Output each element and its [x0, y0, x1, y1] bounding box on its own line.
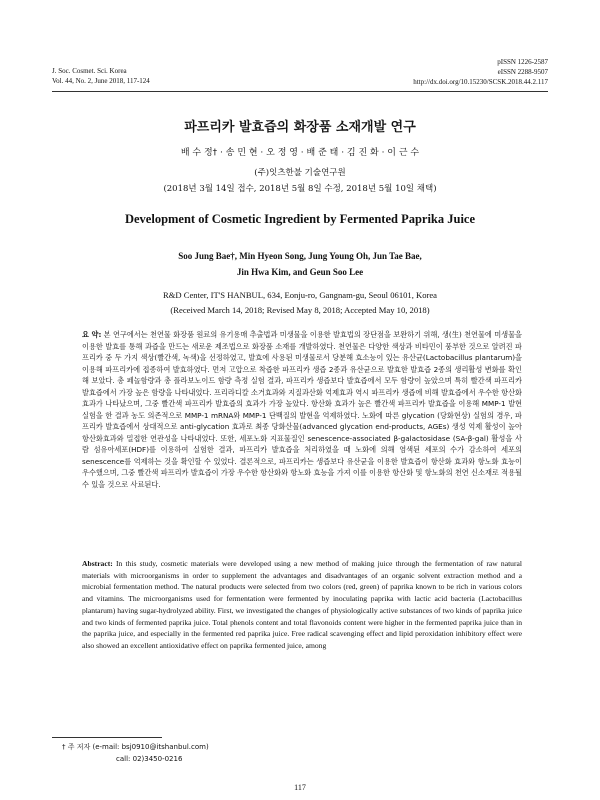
page-number: 117: [294, 783, 306, 792]
journal-info: [52, 66, 150, 86]
english-dates: (Received March 14, 2018; Revised May 8, 2018; Accepted May 10, 2018): [170, 305, 430, 315]
english-abstract-label: Abstract:: [82, 559, 113, 568]
issn-info: [413, 57, 548, 87]
korean-affiliation: (주)잇츠한불 기술연구원: [254, 168, 346, 178]
korean-abstract-label: 요 약:: [82, 330, 102, 339]
english-authors: [0, 248, 600, 280]
english-affiliation: R&D Center, IT'S HANBUL, 634, Eonju-ro, Gangnam-gu, Seoul 06101, Korea: [162, 290, 437, 300]
footnote: [62, 741, 209, 765]
header-rule: [52, 91, 548, 92]
journal-name: J. Soc. Cosmet. Sci. Korea: [52, 67, 127, 75]
english-abstract-text: In this study, cosmetic materials were developed using a new method of making juice through the fermentation of raw natural materials with microorganisms in order to supplement the advantages and disadvantages of an organic solvent extraction method and a microbial fermentation method. The natural products were selected from two colors (red, green) of paprika known to be rich in various colors and vitamins. The microorganisms used for fermentation were fermented by inoculating paprika with lactic acid bacteria (Lactobacillus plantarum) having sugar-hydrolyzed ability. First, we investigated the changes of physiologically active substances of two kinds of paprika juice and two kinds of fermented paprika juice. Total phenols content and total flavonoids content were higher in the fermented paprika juice than in the paprika juice, and especially in the fermented red paprika juice. Free radical scavenging effect and lipid peroxidation inhibitory effect were also showed an excellent antioxidative effect on paprika fermented juice, among: [82, 559, 522, 650]
korean-abstract-text: 본 연구에서는 천연물 화장품 원료의 유기용매 추출법과 미생물을 이용한 발효법의 장단점을 보완하기 위해, 생(生) 천연물에 미생물을 이용한 발효를 통해 과즙을 만드는 새로운 제조법으로 화장품 소재를 개발하였다. 천연물은 다양한 색상과 비타민이 풍부한 것으로 알려진 파프리카 중 두 가지 색상(빨간색, 녹색)을 선정하였고, 발효에 사용된 미생물로서 당분해 효소능이 있는 유산균(Lactobacillus plantarum)을 이용해 파프리카에 접종하여 발효하였다. 먼저 고압으로 착즙한 파프리카 생즙 2종과 유산균으로 발효한 발효즙 2종의 생리활성 변화를 확인해 보았다. 총 페놀함량과 총 플라보노이드 함량 측정 실험 결과, 파프리카 생즙보다 발효즙에서 모두 함량이 높았으며 특히 빨간색 파프리카 발효즙에서 가장 높은 함량을 나타내었다. 프리라디칼 소거효과와 지질과산화 억제효과 역시 파프리카 생즙에 비해 발효즙에서 우수한 항산화 효과가 나타났으며, 그중 빨간색 파프리카 발효즙의 효과가 가장 높았다. 항산화 효과가 높은 빨간색 파프리카 발효즙을 이용해 MMP-1 발현 실험을 한 결과 농도 의존적으로 MMP-1 mRNA와 MMP-1 단백질의 발현을 억제하였다. 노화에 따른 glycation (당화현상) 실험의 경우, 파프리카 발효즙에서 상대적으로 anti-glycation 효과로 최종 당화산물(advanced glycation end-products, AGEs) 생성 억제 활성이 높아 항산화효과와 밀접한 연관성을 나타내었다. 또한, 세포노화 지표물질인 senescence-associated β-galactosidase (SA-β-gal) 활성을 사람 섬유아세포(HDF)를 이용하여 실험한 결과, 파프리카 발효즙을 처리하였을 때 노화에 의해 염색된 세포의 수가 감소하여 세포의 senescence를 억제하는 것을 확인할 수 있었다. 결론적으로, 파프리카는 생즙보다 유산균을 이용한 발효즙이 항산화 효과와 항노화 효능이 우수했으며, 그중 빨간색 파프리카 발효즙이 가장 우수한 항산화와 항노화 효능을 가져 이를 이용한 항산화 및 항노화의 천연 신소재로 적용될 수 있을 것으로 사료된다.: [82, 330, 522, 489]
english-authors-line2: Jin Hwa Kim, and Geun Soo Lee: [236, 267, 364, 277]
footnote-phone: call: 02)3450-0216: [116, 755, 183, 763]
korean-abstract: [82, 329, 522, 490]
journal-volume: Vol. 44, No. 2, June 2018, 117-124: [52, 77, 150, 85]
english-abstract: [82, 558, 522, 652]
eissn: eISSN 2288-9507: [497, 68, 548, 76]
doi-link[interactable]: http://dx.doi.org/10.15230/SCSK.2018.44.2.117: [413, 78, 548, 86]
pissn: pISSN 1226-2587: [497, 58, 548, 66]
footnote-email: † 주 저자 (e-mail: bsj0910@itshanbul.com): [62, 743, 209, 751]
english-authors-line1: Soo Jung Bae†, Min Hyeon Song, Jung Young Oh, Jun Tae Bae,: [178, 251, 422, 261]
footnote-rule: [52, 737, 162, 738]
korean-title: 파프리카 발효즙의 화장품 소재개발 연구: [184, 120, 416, 135]
korean-authors: 배 수 정† · 송 민 현 · 오 정 영 · 배 준 태 · 김 진 화 · 이 근 수: [180, 148, 420, 158]
korean-dates: (2018년 3월 14일 접수, 2018년 5월 8일 수정, 2018년 5월 10일 채택): [163, 184, 437, 194]
english-title: Development of Cosmetic Ingredient by Fermented Paprika Juice: [124, 212, 476, 226]
